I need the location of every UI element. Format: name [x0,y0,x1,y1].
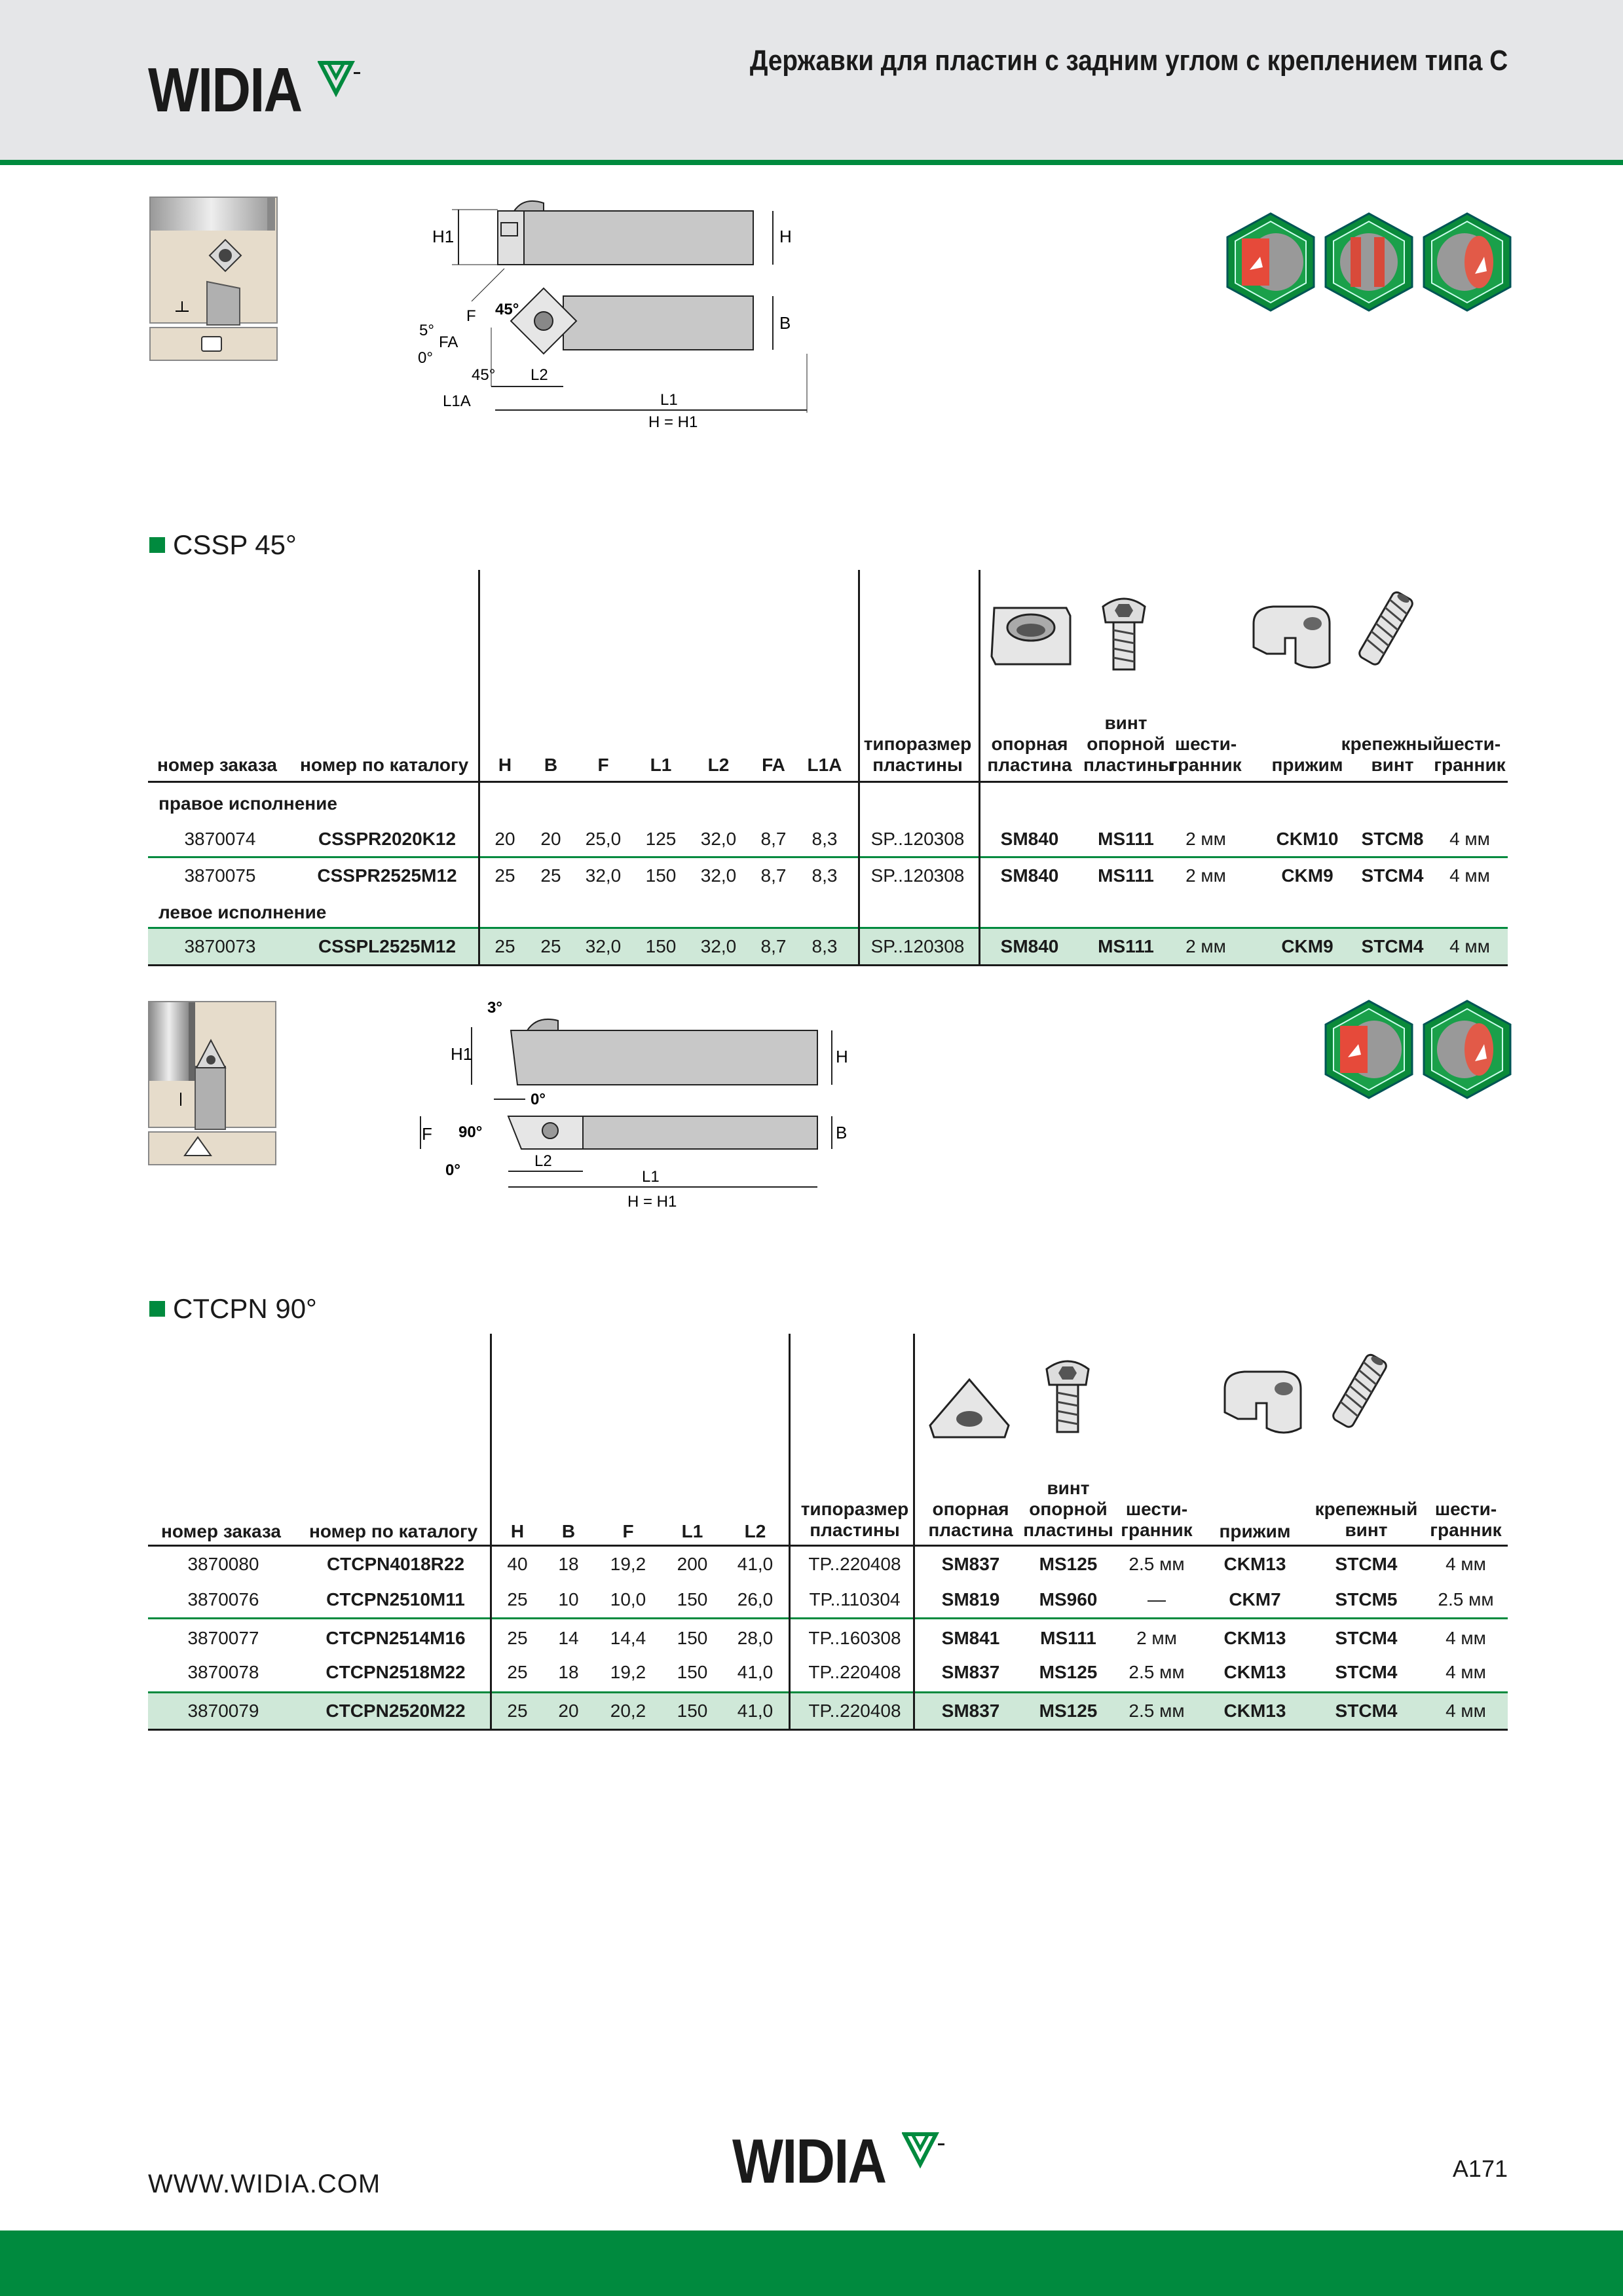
cell-fa: 8,7 [760,829,787,849]
cell-clamp-screw: STCM8 [1361,829,1424,849]
cell-order: 3870078 [187,1662,259,1682]
cell-catalog: CSSPR2020K12 [318,829,457,849]
cell-shim-screw: MS111 [1098,936,1154,956]
cell-f: 19,2 [610,1554,646,1574]
col-header-shim: опорная пластина [928,1499,1013,1540]
cell-shim: SM840 [1000,865,1059,886]
dim-l1a-label: L1A [443,392,471,410]
cell-hex1: 2.5 мм [1129,1662,1185,1682]
cell-h: 40 [507,1554,528,1574]
cell-hex2: 4 мм [1446,1628,1486,1648]
col-header-clamp-screw: крепежный винт [1315,1499,1418,1540]
dim2-90deg-label: 90° [458,1123,483,1141]
cell-clamp-screw: STCM4 [1335,1554,1398,1574]
col-header-h: H [510,1521,525,1541]
cell-hex1: — [1147,1589,1166,1609]
col-header-order: номер заказа [161,1521,281,1541]
table-row [148,1693,1508,1729]
widia-logo [148,55,364,125]
turning-axial-icon [1424,1001,1510,1098]
cell-l2: 26,0 [737,1589,774,1609]
cell-catalog: CTCPN2520M22 [326,1701,466,1721]
dim-3deg-label: 3° [487,999,502,1017]
col-header-clamp: прижим [1219,1521,1291,1541]
cell-l1a: 8,3 [811,936,838,956]
table-bottom-rule [148,964,1508,966]
dim2-0deg-bottom-label: 0° [445,1161,460,1179]
cell-h: 25 [507,1662,528,1682]
cell-l1: 125 [645,829,677,849]
cell-shim: SM841 [941,1628,1000,1648]
col-header-hex1: шести- гранник [1121,1499,1193,1540]
group-label-right: правое исполнение [159,793,337,814]
cell-order: 3870074 [184,829,256,849]
cell-catalog: CSSPR2525M12 [317,865,457,886]
cell-b: 20 [540,829,561,849]
cell-shim-screw: MS111 [1098,829,1154,849]
tool-dimension-drawing-1 [406,190,865,439]
cell-catalog: CSSPL2525M12 [318,936,457,956]
col-header-shim-screw: винт опорной пластины [1083,713,1174,775]
dim-b-label: B [779,313,791,333]
dim2-0deg-top-label: 0° [531,1091,546,1108]
col-header-f: F [622,1521,634,1541]
cell-shim: SM837 [941,1662,1000,1682]
cell-b: 18 [558,1662,579,1682]
cell-shim-screw: MS111 [1040,1628,1096,1648]
cell-insert: TP..110304 [809,1589,901,1609]
col-header-hex1: шести- гранник [1170,734,1242,775]
cell-clamp: CKM9 [1281,936,1334,956]
cell-shim: SM840 [1000,829,1059,849]
table-row [148,821,1508,857]
section-bullet-icon [149,1301,165,1317]
footer-widia-logo [732,2126,948,2196]
section-title-cssp [149,529,297,561]
col-header-h: H [498,755,512,775]
cell-b: 18 [558,1554,579,1574]
col-header-insert-size: типоразмер пластины [863,734,972,775]
col-header-l2: L2 [744,1521,766,1541]
table-row [148,1547,1508,1582]
cell-b: 25 [540,936,561,956]
cell-order: 3870073 [184,936,256,956]
cell-hex2: 4 мм [1446,1662,1486,1682]
logo-text: WIDIA [148,55,302,125]
table-header-rule [148,781,1508,783]
cell-l1: 200 [677,1554,708,1574]
dim-h-equals-h1-label: H = H1 [648,413,698,431]
cell-b: 14 [558,1628,579,1648]
cell-catalog: CTCPN2514M16 [326,1628,466,1648]
col-header-l2: L2 [707,755,730,775]
cell-shim: SM837 [941,1554,1000,1574]
cell-shim-screw: MS125 [1039,1662,1098,1682]
application-icons-group-1 [1226,211,1514,313]
cell-catalog: CTCPN2510M11 [326,1589,465,1609]
cell-l2: 41,0 [737,1701,774,1721]
col-header-b: B [544,755,558,775]
cell-f: 32,0 [585,936,622,956]
cell-hex1: 2 мм [1185,829,1226,849]
cell-clamp-screw: STCM4 [1335,1701,1398,1721]
cell-hex1: 2 мм [1185,865,1226,886]
cell-insert: TP..220408 [808,1662,901,1682]
dim-5deg-label: 5° [419,322,434,339]
col-header-b: B [561,1521,576,1541]
cell-insert: TP..220408 [808,1554,901,1574]
cell-h: 20 [494,829,515,849]
cell-clamp-screw: STCM5 [1335,1589,1398,1609]
turning-face-icon [1227,214,1314,311]
dim-l2-label: L2 [531,366,548,384]
cell-order: 3870075 [184,865,256,886]
cell-h: 25 [507,1701,528,1721]
cell-l1: 150 [677,1589,708,1609]
cell-h: 25 [494,865,515,886]
col-header-l1: L1 [650,755,672,775]
cell-clamp: CKM7 [1229,1589,1281,1609]
cell-order: 3870080 [187,1554,259,1574]
cell-clamp: CKM13 [1223,1701,1286,1721]
cell-l1a: 8,3 [811,865,838,886]
cell-h: 25 [507,1628,528,1648]
col-header-l1: L1 [681,1521,703,1541]
turning-axial-icon [1424,214,1510,311]
dim2-b-label: B [836,1123,848,1142]
cell-f: 14,4 [610,1628,646,1648]
dim-0deg-label: 0° [418,349,433,367]
table-row [148,1582,1508,1617]
cell-clamp: CKM9 [1281,865,1334,886]
dim-h-label: H [779,227,792,246]
cell-shim-screw: MS125 [1039,1554,1098,1574]
dim-l1-label: L1 [660,391,678,409]
table-bottom-rule [148,1729,1508,1731]
application-icons-group-2 [1324,998,1514,1101]
cell-order: 3870079 [187,1701,259,1721]
cell-l2: 28,0 [737,1628,774,1648]
col-header-f: F [597,755,609,775]
cell-insert: SP..120308 [870,829,965,849]
cell-h: 25 [507,1589,528,1609]
cell-catalog: CTCPN2518M22 [326,1662,466,1682]
group-label-left: левое исполнение [159,902,327,922]
cell-b: 20 [558,1701,579,1721]
dim2-l2-label: L2 [534,1152,552,1170]
col-header-clamp-screw: крепежный винт [1341,734,1444,775]
section-title-text: CTCPN 90° [173,1293,317,1324]
cell-f: 25,0 [585,829,622,849]
dim-h1-label: H1 [432,227,455,246]
row-rule [148,1617,1508,1619]
cell-h: 25 [494,936,515,956]
section-bullet-icon [149,537,165,553]
cell-shim: SM819 [941,1589,1000,1609]
col-separator [789,1334,791,1731]
cell-l2: 41,0 [737,1662,774,1682]
cell-clamp: CKM13 [1223,1662,1286,1682]
section-title-text: CSSP 45° [173,529,297,560]
widia-triangle-icon [902,2130,948,2176]
tool-position-thumbnail-1 [149,197,280,363]
footer-logo-text: WIDIA [732,2126,886,2196]
widia-triangle-icon [318,59,364,105]
header-divider [0,160,1623,165]
cell-clamp-screw: STCM4 [1335,1662,1398,1682]
cell-insert: SP..120308 [870,936,965,956]
cell-shim: SM837 [941,1701,1000,1721]
table-row [148,929,1508,964]
cell-hex2: 4 мм [1449,936,1490,956]
cell-clamp-screw: STCM4 [1361,936,1424,956]
turning-face-icon [1326,1001,1412,1098]
tool-dimension-drawing-2 [406,994,878,1217]
cell-clamp: CKM13 [1223,1554,1286,1574]
col-separator [913,1334,915,1731]
col-header-insert-size: типоразмер пластины [800,1499,909,1540]
grooving-icon [1326,214,1412,311]
col-header-shim-screw: винт опорной пластины [1023,1478,1113,1540]
dim2-l1-label: L1 [642,1168,660,1186]
table-row [148,858,1508,894]
col-header-fa: FA [762,755,785,775]
cell-shim-screw: MS960 [1039,1589,1098,1609]
dim2-f-label: F [422,1124,432,1144]
col-separator [490,1334,492,1731]
col-header-hex2: шести- гранник [1430,1499,1502,1540]
page-title: Державки для пластин с задним углом с креплением типа C [749,45,1508,77]
col-header-order: номер заказа [157,755,277,775]
cell-hex2: 4 мм [1449,829,1490,849]
col-separator [979,570,980,966]
cell-b: 10 [558,1589,579,1609]
cell-order: 3870076 [187,1589,259,1609]
cell-l1: 150 [677,1662,708,1682]
cell-hex1: 2.5 мм [1129,1554,1185,1574]
col-header-catalog: номер по каталогу [309,1521,478,1541]
col-separator [858,570,860,966]
cell-insert: TP..160308 [808,1628,901,1648]
cell-l1: 150 [677,1701,708,1721]
cell-clamp-screw: STCM4 [1335,1628,1398,1648]
table-row [148,1621,1508,1656]
cell-order: 3870077 [187,1628,259,1648]
dim2-h-label: H [836,1047,848,1066]
section-title-ctcpn [149,1293,317,1325]
cell-shim: SM840 [1000,936,1059,956]
footer-url-link[interactable]: WWW.WIDIA.COM [148,2170,381,2198]
dim2-h1-label: H1 [451,1044,473,1064]
dim-fa-label: FA [439,333,458,351]
cell-fa: 8,7 [760,936,787,956]
page-number: A171 [1452,2155,1508,2182]
cell-f: 19,2 [610,1662,646,1682]
cell-fa: 8,7 [760,865,787,886]
cell-insert: SP..120308 [870,865,965,886]
cell-hex1: 2 мм [1136,1628,1177,1648]
col-header-shim: опорная пластина [987,734,1072,775]
cell-clamp-screw: STCM4 [1361,865,1424,886]
dim-45deg-label-bottom: 45° [472,366,496,384]
dim2-h-equals-h1-label: H = H1 [627,1193,677,1211]
footer-bar [0,2230,1623,2296]
cell-l2: 32,0 [700,865,737,886]
tool-position-thumbnail-2 [148,1001,279,1167]
cssp-table [148,570,1508,969]
cell-hex2: 4 мм [1446,1554,1486,1574]
cell-l2: 32,0 [700,936,737,956]
col-header-l1a: L1A [807,755,842,775]
col-separator [478,570,480,966]
col-header-clamp: прижим [1271,755,1343,775]
cell-hex2: 4 мм [1449,865,1490,886]
cell-f: 32,0 [585,865,622,886]
ctcpn-table [148,1334,1508,1733]
cell-b: 25 [540,865,561,886]
cell-shim-screw: MS111 [1098,865,1154,886]
cell-clamp: CKM10 [1276,829,1339,849]
cell-shim-screw: MS125 [1039,1701,1098,1721]
dim-45deg-label-top: 45° [495,301,519,318]
cell-clamp: CKM13 [1223,1628,1286,1648]
cell-l1: 150 [645,865,677,886]
cell-hex2: 4 мм [1446,1701,1486,1721]
table-row [148,1655,1508,1690]
col-header-catalog: номер по каталогу [300,755,469,775]
col-header-hex2: шести- гранник [1434,734,1506,775]
cell-hex1: 2.5 мм [1129,1701,1185,1721]
cell-l1: 150 [677,1628,708,1648]
cell-f: 10,0 [610,1589,646,1609]
cell-l1a: 8,3 [811,829,838,849]
cell-l2: 41,0 [737,1554,774,1574]
cell-l2: 32,0 [700,829,737,849]
cell-hex2: 2.5 мм [1438,1589,1494,1609]
cell-f: 20,2 [610,1701,646,1721]
cell-insert: TP..220408 [808,1701,901,1721]
dim-f-label: F [466,307,476,325]
cell-hex1: 2 мм [1185,936,1226,956]
cell-l1: 150 [645,936,677,956]
cell-catalog: CTCPN4018R22 [326,1554,465,1574]
